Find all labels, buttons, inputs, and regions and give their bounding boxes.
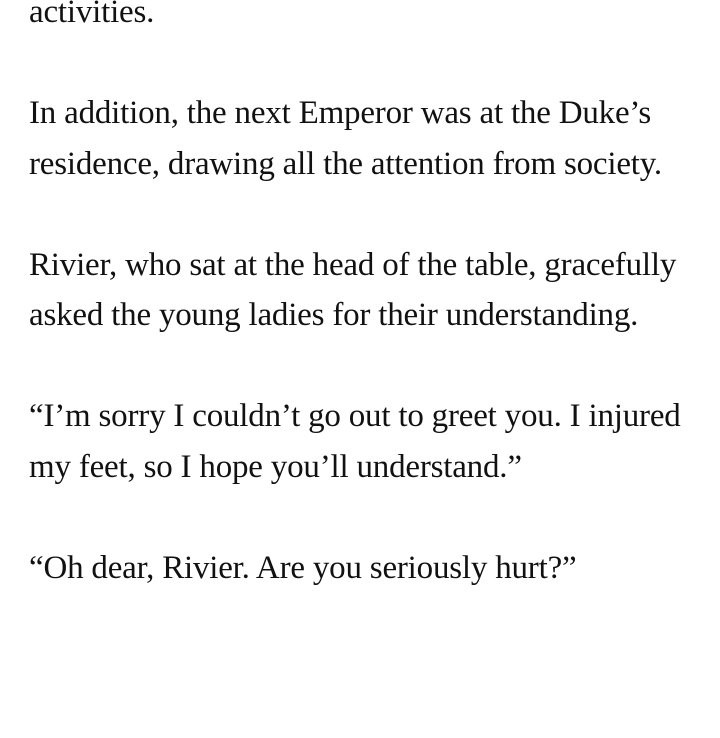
paragraph-next-emperor: In addition, the next Emperor was at the Duke’s residence, drawing all the attention from society.: [29, 95, 662, 182]
paragraph-rivier-asks: Rivier, who sat at the head of the table, gracefully asked the young ladies for their understanding.: [29, 246, 677, 333]
paragraph-oh-dear-quote: “Oh dear, Rivier. Are you seriously hurt?”: [29, 549, 577, 586]
paragraph-apology-quote: “I’m sorry I couldn’t go out to greet you. I injured my feet, so I hope you’ll understand.”: [29, 398, 681, 485]
story-text: [29, 0, 709, 644]
paragraph-activities: activities.: [29, 0, 155, 30]
